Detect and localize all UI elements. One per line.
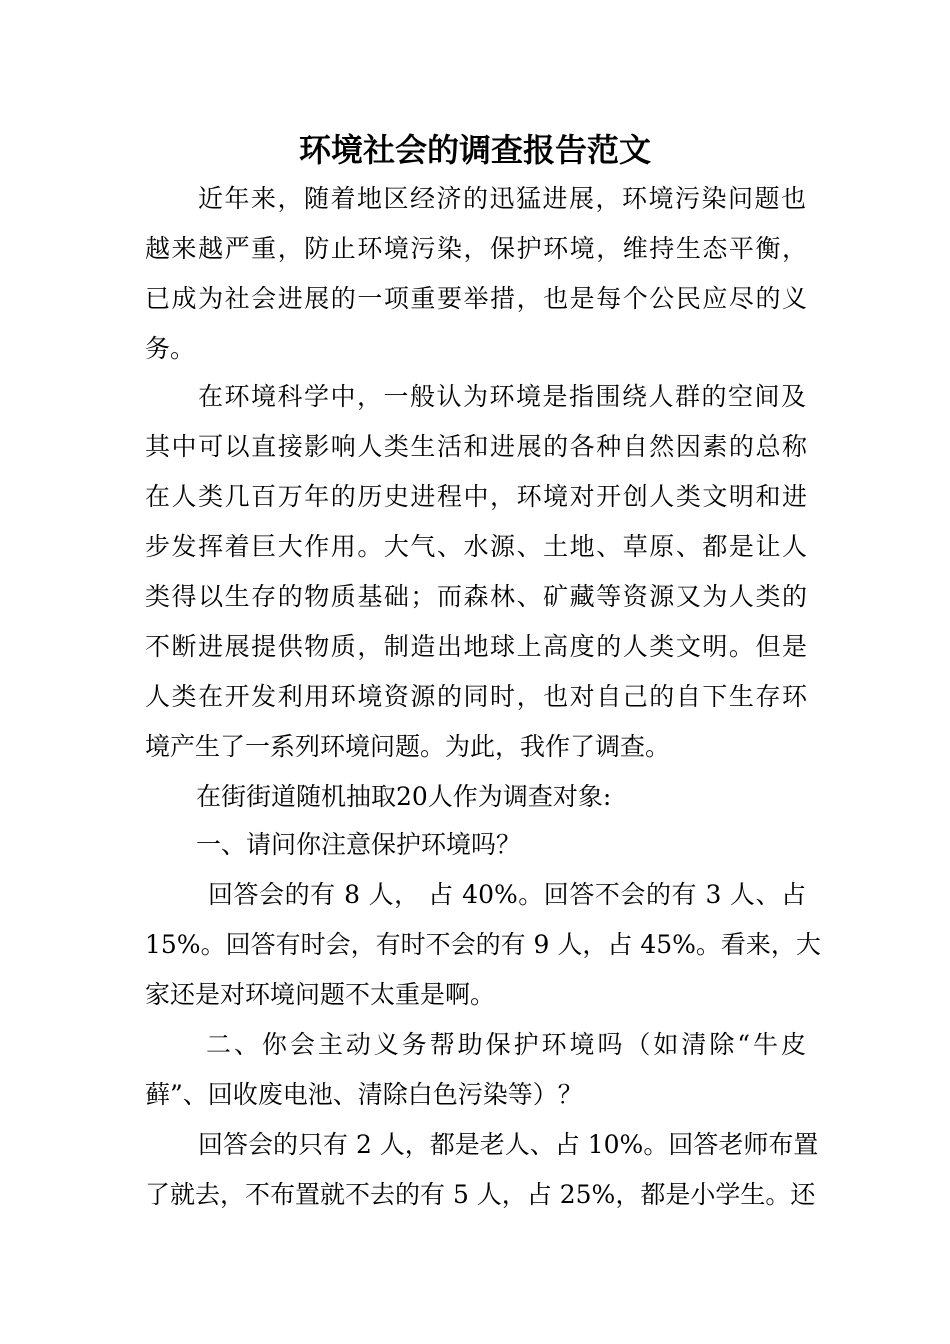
question-heading: 二、你会主动义务帮助保护环境吗（如清除“牛皮	[206, 1030, 806, 1059]
paragraph-line: 家还是对环境问题不太重是啊。	[145, 980, 496, 1009]
paragraph-line: 人类在开发利用环境资源的同时，也对自己的自下生存环	[145, 682, 807, 711]
paragraph-line: 在街街道随机抽取20人作为调查对象:	[196, 782, 612, 811]
question-heading: 藓”、回收废电池、清除白色污染等）？	[145, 1080, 583, 1109]
paragraph-line: 步发挥着巨大作用。大气、水源、土地、草原、都是让人	[145, 532, 807, 561]
paragraph-line: 了就去，不布置就不去的有 5 人，占 25%，都是小学生。还	[145, 1180, 816, 1209]
paragraph-line: 在人类几百万年的历史进程中，环境对开创人类文明和进	[145, 482, 807, 511]
paragraph-line: 近年来，随着地区经济的迅猛进展，环境污染问题也	[198, 184, 806, 213]
question-heading: 一、请问你注意保护环境吗？	[196, 830, 522, 859]
paragraph-line: 回答会的有 8 人， 占 40%。回答不会的有 3 人、占	[208, 880, 806, 909]
paragraph-line: 回答会的只有 2 人，都是老人、占 10%。回答老师布置	[198, 1130, 819, 1159]
paragraph-line: 境产生了一系列环境问题。为此，我作了调查。	[145, 732, 671, 761]
paragraph-line: 已成为社会进展的一项重要举措，也是每个公民应尽的义	[145, 284, 807, 313]
paragraph-line: 越来越严重，防止环境污染，保护环境，维持生态平衡，	[145, 234, 807, 263]
paragraph-line: 其中可以直接影响人类生活和进展的各种自然因素的总称	[145, 432, 807, 461]
paragraph-line: 务。	[145, 334, 196, 363]
document-title: 环境社会的调查报告范文	[298, 131, 651, 169]
paragraph-line: 15%。回答有时会，有时不会的有 9 人，占 45%。看来，大	[145, 930, 821, 959]
paragraph-line: 不断进展提供物质，制造出地球上高度的人类文明。但是	[145, 632, 807, 661]
paragraph-line: 在环境科学中，一般认为环境是指围绕人群的空间及	[198, 382, 806, 411]
paragraph-line: 类得以生存的物质基础；而森林、矿藏等资源又为人类的	[145, 582, 807, 611]
